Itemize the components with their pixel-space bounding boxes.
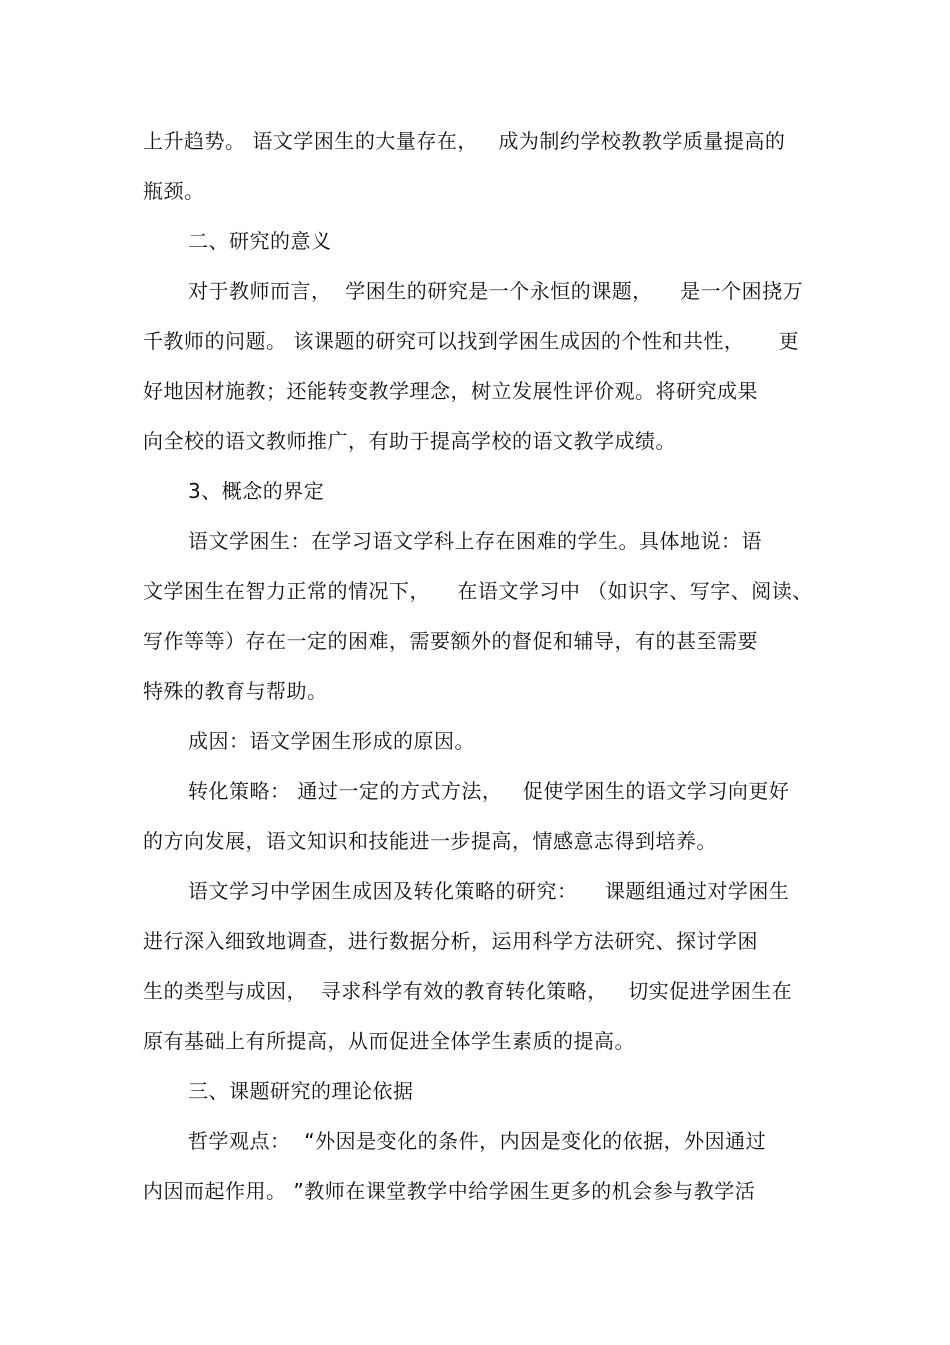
section-heading-theory: 三、课题研究的理论依据 [188,1079,414,1103]
text-line-4: 对于教师而言， 学困生的研究是一个永恒的课题， 是一个困挠万 [188,279,804,303]
text-line-18: 生的类型与成因， 寻求科学有效的教育转化策略， 切实促进学困生在 [143,979,793,1003]
text-line-6: 好地因材施教；还能转变教学理念，树立发展性评价观。将研究成果 [143,379,758,403]
text-line-7: 向全校的语文教师推广，有助于提高学校的语文教学成绩。 [143,429,676,453]
text-line-11: 写作等等）存在一定的困难，需要额外的督促和辅导，有的甚至需要 [143,629,758,653]
text-line-21: 哲学观点： “外因是变化的条件，内因是变化的依据，外因通过 [188,1129,767,1153]
text-line-22: 内因而起作用。 ”教师在课堂教学中给学困生更多的机会参与教学活 [143,1179,756,1203]
text-line-15: 的方向发展，语文知识和技能进一步提高，情感意志得到培养。 [143,829,717,853]
text-line-16: 语文学习中学困生成因及转化策略的研究： 课题组通过对学困生 [188,879,790,903]
text-line-12: 特殊的教育与帮助。 [143,679,328,703]
text-line-5: 千教师的问题。 该课题的研究可以找到学困生成因的个性和共性， 更 [143,329,800,353]
text-line-2: 瓶颈。 [143,179,205,203]
text-line-10: 文学困生在智力正常的情况下， 在语文学习中 （如识字、写字、阅读、 [143,579,813,603]
text-line-13: 成因：语文学困生形成的原因。 [188,729,475,753]
text-line-17: 进行深入细致地调查，进行数据分析，运用科学方法研究、探讨学困 [143,929,758,953]
text-line-14: 转化策略： 通过一定的方式方法， 促使学困生的语文学习向更好 [188,779,790,803]
section-heading-significance: 二、研究的意义 [188,229,332,253]
section-heading-definition: 3、概念的界定 [188,479,325,503]
text-line-19: 原有基础上有所提高，从而促进全体学生素质的提高。 [143,1029,635,1053]
text-line-9: 语文学困生：在学习语文学科上存在困难的学生。具体地说：语 [188,529,762,553]
text-line-1: 上升趋势。 语文学困生的大量存在， 成为制约学校教教学质量提高的 [143,129,786,153]
